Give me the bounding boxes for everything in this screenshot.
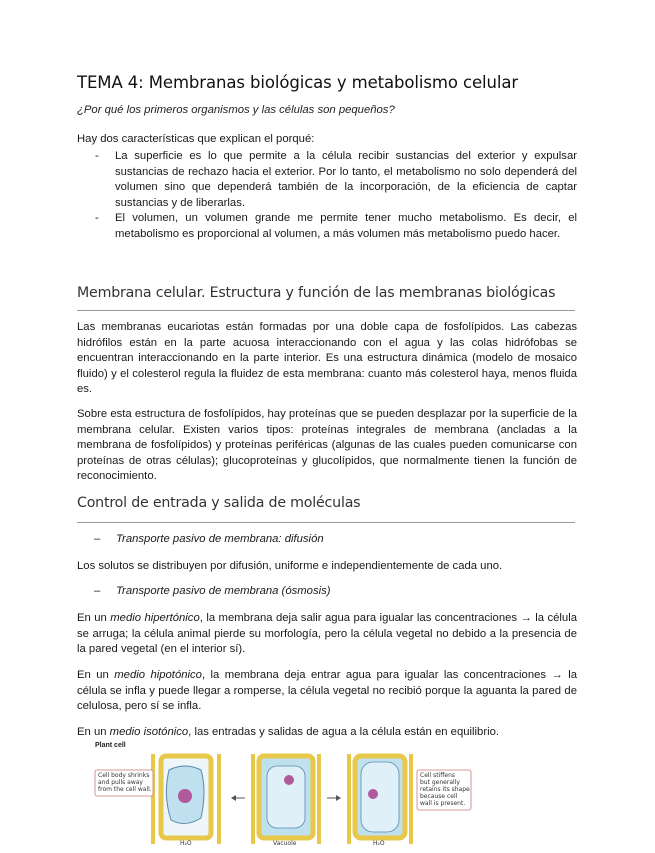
label-vacuole: Vacuole <box>273 840 297 847</box>
bullet-text: El volumen, un volumen grande me permite tener mucho metabolismo. Es decir, el metabolismo es proporcional al volumen, a más volumen más metabolismo puedo hacer. <box>115 212 577 240</box>
isotonic-paragraph <box>77 725 577 741</box>
hypotonic-text: , la membrana deja entrar agua para igualar las concentraciones → la célula se infla y puede llegar a romperse, la célula vegetal no recibió porque la aguanta la pared de celulosa, pero sí se infla. <box>77 669 577 713</box>
bullet-item <box>77 211 577 242</box>
membrane-paragraph-2: Sobre esta estructura de fosfolípidos, hay proteínas que se pueden desplazar por la superficie de la membrana celular. Existen varios tipos: proteínas integrales de membrana (ancladas a la membrana de fosfolípidos) y proteínas periféricas (algunas de las cuales pueden comunicarse con proteínas de otras células); glucoproteínas y glucolípidos, que normalmente tienen la función de reconocimiento. <box>77 408 577 483</box>
isotonic-text: , las entradas y salidas de agua a la célula están en equilibrio. <box>188 726 500 738</box>
cell-isotonic <box>253 754 319 844</box>
intro-text: Hay dos características que explican el porqué: <box>77 133 315 145</box>
section-divider <box>77 310 575 311</box>
label-right-line-2: but generally <box>420 779 460 786</box>
arrow-right-icon <box>336 795 341 801</box>
item-mark: – <box>94 585 101 597</box>
hypotonic-term: medio hipotónico <box>114 669 202 681</box>
nucleus-icon <box>178 789 192 803</box>
item-mark: – <box>94 533 101 545</box>
hypotonic-paragraph <box>77 668 577 715</box>
membrane-paragraph-1: Las membranas eucariotas están formadas por una doble capa de fosfolípidos. Las cabezas hidrófilos están en la parte acuosa interaccionando con el agua y las colas hidrófobas se encuentran interaccionando en la parte interior. Es una estructura dinámica (modelo de mosaico fluido) y el colesterol regula la fluidez de esta membrana: cuanto más colesterol haya, menos fluida es. <box>77 321 577 396</box>
page-title: TEMA 4: Membranas biológicas y metabolismo celular <box>77 73 519 92</box>
hypertonic-term: medio hipertónico <box>110 612 200 624</box>
bullet-text: La superficie es lo que permite a la célula recibir sustancias del exterior y expulsar sustancias de rechazo hacia el exterior. Por lo tanto, el metabolismo no solo dependerá del volumen sino que dependerá también de la incorporación, de la eficiencia de captar sustancias y de liberarlas. <box>115 150 577 209</box>
subitem-osmosis-label: Transporte pasivo de membrana (ósmosis) <box>116 585 331 597</box>
bullet-mark: - <box>95 150 99 162</box>
isotonic-term: medio isotónico <box>109 726 189 738</box>
label-right-line-1: Cell stiffens <box>420 772 456 779</box>
label-left-line-1: Cell body shrinks <box>98 772 150 779</box>
label-h2o-in: H₂O <box>373 840 385 847</box>
label-right-line-3: retains its shape <box>420 786 470 793</box>
section-divider <box>77 522 575 523</box>
label-left-line-3: from the cell wall. <box>98 786 152 793</box>
nucleus-icon <box>284 775 294 785</box>
label-h2o-out: H₂O <box>180 840 192 847</box>
arrow-left-icon <box>231 795 236 801</box>
plant-cell-osmosis-figure <box>93 740 501 848</box>
section-heading-membrane: Membrana celular. Estructura y función de las membranas biológicas <box>77 285 556 301</box>
hypotonic-pre: En un <box>77 669 115 681</box>
bullet-list <box>77 149 577 243</box>
label-right-line-5: wall is present. <box>420 800 466 807</box>
hypertonic-text: , la membrana deja salir agua para igualar las concentraciones → la célula se arruga; la célula animal pierde su morfología, pero la célula vegetal no debido a la presencia de la pared vegetal (en el interior sí). <box>77 612 577 656</box>
label-left-line-2: and pulls away <box>98 779 143 786</box>
section-heading-transport: Control de entrada y salida de moléculas <box>77 495 361 511</box>
nucleus-icon <box>368 789 378 799</box>
hypertonic-paragraph <box>77 611 577 658</box>
bullet-mark: - <box>95 212 99 225</box>
cell-hypotonic <box>349 754 411 844</box>
bullet-item <box>77 149 577 211</box>
figure-title: Plant cell <box>95 742 126 749</box>
cell-hypertonic <box>153 754 219 844</box>
label-right-line-4: because cell <box>420 793 458 800</box>
hypertonic-pre: En un <box>77 612 111 624</box>
plant-cell-illustration <box>93 740 501 848</box>
diffusion-paragraph: Los solutos se distribuyen por difusión, uniforme e independientemente de cada uno. <box>77 560 503 572</box>
isotonic-pre: En un <box>77 726 110 738</box>
subtitle-question: ¿Por qué los primeros organismos y las células son pequeños? <box>77 104 395 116</box>
subitem-diffusion-label: Transporte pasivo de membrana: difusión <box>116 533 324 545</box>
